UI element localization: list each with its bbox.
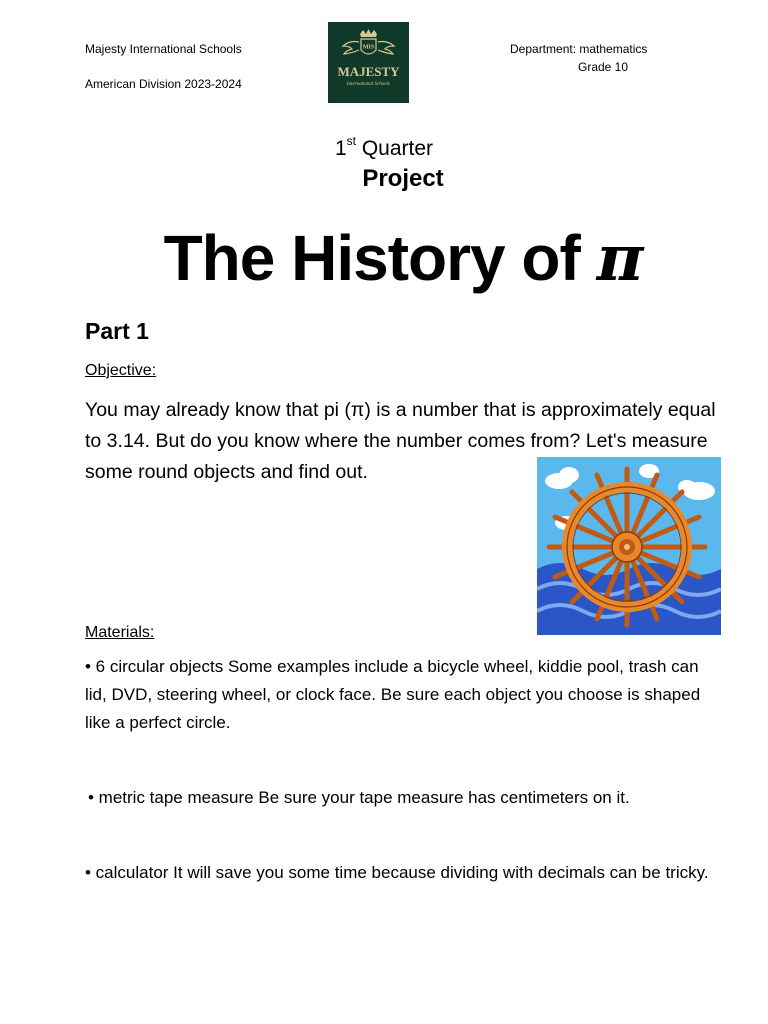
page-title: [0, 218, 768, 299]
materials-item-circular-objects: • 6 circular objects Some examples include a bicycle wheel, kiddie pool, trash can lid, DVD, steering wheel, or clock face. Be sure each object you choose is shaped like a perfect circle.: [85, 657, 701, 732]
school-name: Majesty International Schools: [85, 42, 242, 56]
logo-main-text: MAJESTY: [337, 64, 400, 79]
logo-monogram: MIS: [362, 44, 375, 51]
pi-symbol: π: [596, 221, 643, 296]
objective-text: You may already know that pi (π) is a number that is approximately equal to 3.14. But do you know where the number comes from? Let's measure some round objects and find out.: [85, 399, 716, 483]
logo-sub-text: International Schools: [346, 82, 391, 87]
grade-level: Grade 10: [578, 60, 629, 74]
part-heading: Part 1: [85, 318, 149, 344]
department: Department: mathematics: [510, 42, 648, 56]
majesty-logo: [328, 22, 409, 103]
steering-wheel-picture: [537, 457, 721, 635]
materials-item-tape-measure: • metric tape measure Be sure your tape measure has centimeters on it.: [88, 788, 630, 807]
materials-label: Materials:: [85, 624, 155, 641]
materials-item-calculator: • calculator It will save you some time because dividing with decimals can be tricky.: [85, 863, 709, 882]
project-label: Project: [362, 165, 444, 192]
quarter-suffix: st: [346, 134, 356, 148]
division-year: American Division 2023-2024: [85, 77, 242, 91]
objective-label: Objective:: [85, 362, 157, 379]
quarter-number: 1: [334, 137, 347, 160]
quarter-word: Quarter: [361, 137, 434, 160]
quarter-line: [0, 130, 768, 162]
title-text: The History of: [163, 222, 597, 294]
